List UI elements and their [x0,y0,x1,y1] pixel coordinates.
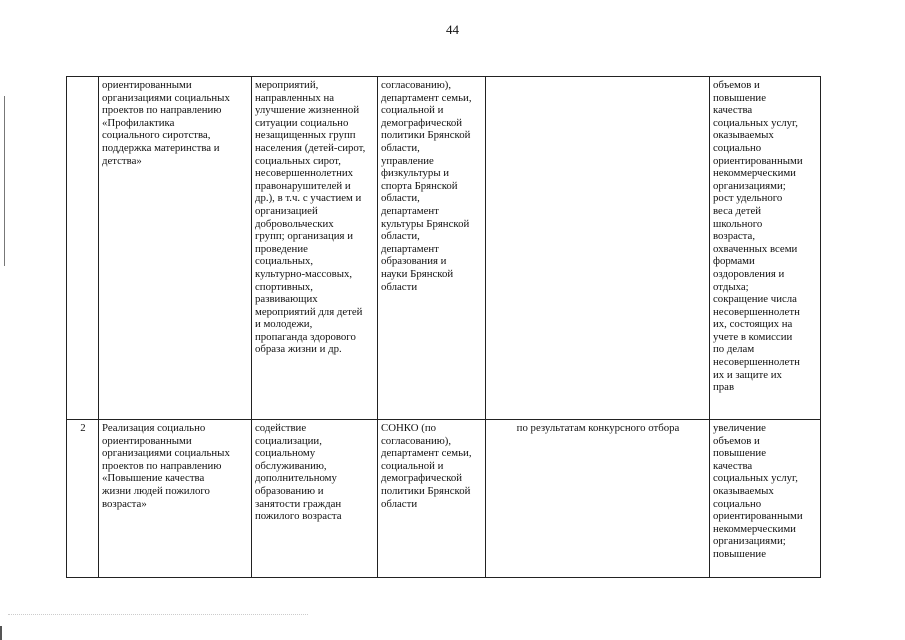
cell-activity-content: мероприятий, направленных на улучшение жизненной ситуации социально незащищенных групп населения (детей-сирот, социальных сирот, несовершеннолетних правонарушителей и др.), в т.ч. с участием и организацией добровольческих групп; организация и проведение социальных, культурно-массовых, спортивных, развивающих мероприятий для детей и молодежи, пропаганда здорового образа жизни и др. [252,77,378,420]
scan-artifact-line [4,96,5,266]
scan-artifact-mark [0,626,2,640]
cell-activity-content: содействие социализации, социальному обслуживанию, дополнительному образованию и занятости граждан пожилого возраста [252,420,378,578]
cell-executor: СОНКО (по согласованию), департамент семьи, социальной и демографической политики Брянской области [378,420,486,578]
cell-executor: согласованию), департамент семьи, социальной и демографической политики Брянской области, управление физкультуры и спорта Брянской области, департамент культуры Брянской области, департамент образования и науки Брянской области [378,77,486,420]
page-number: 44 [446,22,459,37]
cell-activity-name: Реализация социально ориентированными организациями социальных проектов по направлению «Повышение качества жизни людей пожилого возраста» [99,420,252,578]
cell-term: по результатам конкурсного отбора [486,420,710,578]
cell-expected-result: объемов и повышение качества социальных услуг, оказываемых социально ориентированными некоммерческими организациями; рост удельного веса детей школьного возраста, охваченных всеми формами оздоровления и отдыха; сокращение числа несовершеннолетн их, состоящих на учете в комиссии по делам несовершеннолетн их и защите их прав [710,77,821,420]
table-row [67,77,821,420]
scan-artifact-dots [8,614,308,617]
cell-expected-result: увеличение объемов и повышение качества социальных услуг, оказываемых социально ориентированными некоммерческими организациями; повышение [710,420,821,578]
cell-term [486,77,710,420]
cell-activity-name: ориентированными организациями социальных проектов по направлению «Профилактика социального сиротства, поддержка материнства и детства» [99,77,252,420]
cell-number [67,77,99,420]
table-row [67,420,821,578]
cell-number: 2 [67,420,99,578]
activities-table [66,76,821,578]
